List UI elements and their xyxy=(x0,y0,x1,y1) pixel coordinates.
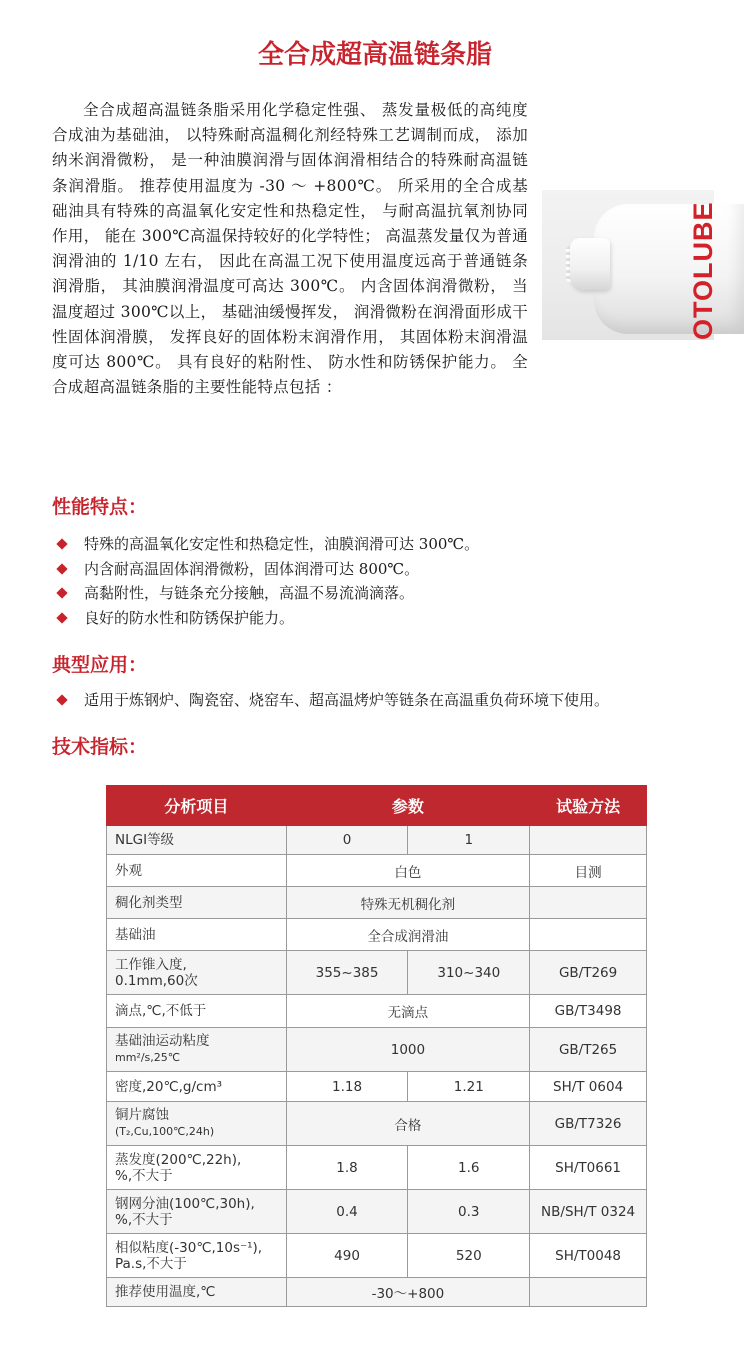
list-item: 内含耐高温固体润滑微粉，固体润滑可达 800℃。 xyxy=(56,557,479,582)
table-row xyxy=(107,855,647,887)
diamond-bullet-icon xyxy=(56,587,67,598)
table-cell: 相似粘度(-30℃,10s⁻¹), Pa.s,不大于 xyxy=(107,1234,287,1278)
list-item: 高黏附性，与链条充分接触，高温不易流淌滴落。 xyxy=(56,581,479,606)
tube-body xyxy=(594,204,744,334)
applications-list xyxy=(56,688,609,713)
diamond-bullet-icon xyxy=(56,538,67,549)
table-cell: 白色 xyxy=(286,855,530,887)
table-cell: 1000 xyxy=(286,1028,530,1072)
table-cell: 基础油运动粘度 mm²/s,25℃ xyxy=(107,1028,287,1072)
table-row xyxy=(107,1278,647,1307)
list-item: 良好的防水性和防锈保护能力。 xyxy=(56,606,479,631)
header-item: 分析项目 xyxy=(107,786,287,826)
table-cell: 无滴点 xyxy=(286,995,530,1028)
diamond-bullet-icon xyxy=(56,563,67,574)
table-cell: 钢网分油(100℃,30h), %,不大于 xyxy=(107,1190,287,1234)
table-cell: SH/T0048 xyxy=(530,1234,647,1278)
table-cell: 520 xyxy=(408,1234,530,1278)
table-cell: 1.8 xyxy=(286,1146,408,1190)
spec-table xyxy=(106,785,647,1307)
table-row xyxy=(107,887,647,919)
table-cell: GB/T265 xyxy=(530,1028,647,1072)
table-cell: 铜片腐蚀 (T₂,Cu,100℃,24h) xyxy=(107,1102,287,1146)
table-cell: 全合成润滑油 xyxy=(286,919,530,951)
table-cell: GB/T7326 xyxy=(530,1102,647,1146)
table-cell: 工作锥入度, 0.1mm,60次 xyxy=(107,951,287,995)
table-row xyxy=(107,826,647,855)
table-cell xyxy=(530,919,647,951)
table-cell: 合格 xyxy=(286,1102,530,1146)
table-cell: 1.6 xyxy=(408,1146,530,1190)
table-cell: 355~385 xyxy=(286,951,408,995)
applications-heading: 典型应用： xyxy=(52,654,148,676)
specs-heading: 技术指标： xyxy=(52,736,148,758)
table-cell xyxy=(530,826,647,855)
features-heading: 性能特点： xyxy=(52,496,148,518)
table-row xyxy=(107,951,647,995)
table-row xyxy=(107,919,647,951)
table-row xyxy=(107,1190,647,1234)
tube-cap xyxy=(570,238,610,290)
table-cell: 0.4 xyxy=(286,1190,408,1234)
product-tube-image xyxy=(542,190,718,340)
table-row xyxy=(107,995,647,1028)
table-row xyxy=(107,1028,647,1072)
table-cell: 滴点,℃,不低于 xyxy=(107,995,287,1028)
brand-logo-text: OTOLUBE xyxy=(688,201,718,340)
list-item: 特殊的高温氧化安定性和热稳定性，油膜润滑可达 300℃。 xyxy=(56,532,479,557)
table-cell: 490 xyxy=(286,1234,408,1278)
list-item: 适用于炼钢炉、陶瓷窑、烧窑车、超高温烤炉等链条在高温重负荷环境下使用。 xyxy=(56,688,609,713)
features-list xyxy=(56,532,479,630)
table-cell: NLGI等级 xyxy=(107,826,287,855)
table-cell: NB/SH/T 0324 xyxy=(530,1190,647,1234)
header-method: 试验方法 xyxy=(530,786,647,826)
table-row xyxy=(107,1072,647,1102)
diamond-bullet-icon xyxy=(56,694,67,705)
table-cell: SH/T 0604 xyxy=(530,1072,647,1102)
table-cell: 0.3 xyxy=(408,1190,530,1234)
table-cell: 外观 xyxy=(107,855,287,887)
page-title: 全合成超高温链条脂 xyxy=(257,40,492,70)
table-cell xyxy=(530,1278,647,1307)
table-row xyxy=(107,1146,647,1190)
table-row xyxy=(107,1102,647,1146)
header-params: 参数 xyxy=(286,786,530,826)
table-cell: 1 xyxy=(408,826,530,855)
table-cell: 1.18 xyxy=(286,1072,408,1102)
table-cell: -30～+800 xyxy=(286,1278,530,1307)
diamond-bullet-icon xyxy=(56,612,67,623)
table-cell: GB/T269 xyxy=(530,951,647,995)
table-cell xyxy=(530,887,647,919)
table-cell: 0 xyxy=(286,826,408,855)
table-cell: 基础油 xyxy=(107,919,287,951)
table-cell: 推荐使用温度,℃ xyxy=(107,1278,287,1307)
table-cell: 特殊无机稠化剂 xyxy=(286,887,530,919)
table-cell: 1.21 xyxy=(408,1072,530,1102)
table-cell: 310~340 xyxy=(408,951,530,995)
table-cell: 稠化剂类型 xyxy=(107,887,287,919)
table-row xyxy=(107,1234,647,1278)
table-cell: 密度,20℃,g/cm³ xyxy=(107,1072,287,1102)
table-cell: 目测 xyxy=(530,855,647,887)
intro-paragraph: 全合成超高温链条脂采用化学稳定性强、 蒸发量极低的高纯度合成油为基础油， 以特殊耐高温稠化剂经特殊工艺调制而成， 添加纳米润滑微粉， 是一种油膜润滑与固体润滑相结合的特殊耐高温链条润滑脂。 推荐使用温度为 -30 ～ +800℃。 所采用的全合成基础油具有特殊的高温氧化安定性和热稳定性， 与耐高温抗氧剂协同作用， 能在 300℃高温保持较好的化学特性； 高温蒸发量仅为普通润滑油的 1/10 左右， 因此在高温工况下使用温度远高于普通链条润滑脂， 其油膜润滑温度可高达 300℃。 内含固体润滑微粉， 当温度超过 300℃以上， 基础油缓慢挥发， 润滑微粉在润滑面形成干性固体润滑膜， 发挥良好的固体粉末润滑作用， 其固体粉末润滑温度可达 800℃。 具有良好的粘附性、 防水性和防锈保护能力。 全合成超高温链条脂的主要性能特点包括 ： xyxy=(52,101,528,397)
table-cell: GB/T3498 xyxy=(530,995,647,1028)
table-cell: SH/T0661 xyxy=(530,1146,647,1190)
table-cell: 蒸发度(200℃,22h), %,不大于 xyxy=(107,1146,287,1190)
